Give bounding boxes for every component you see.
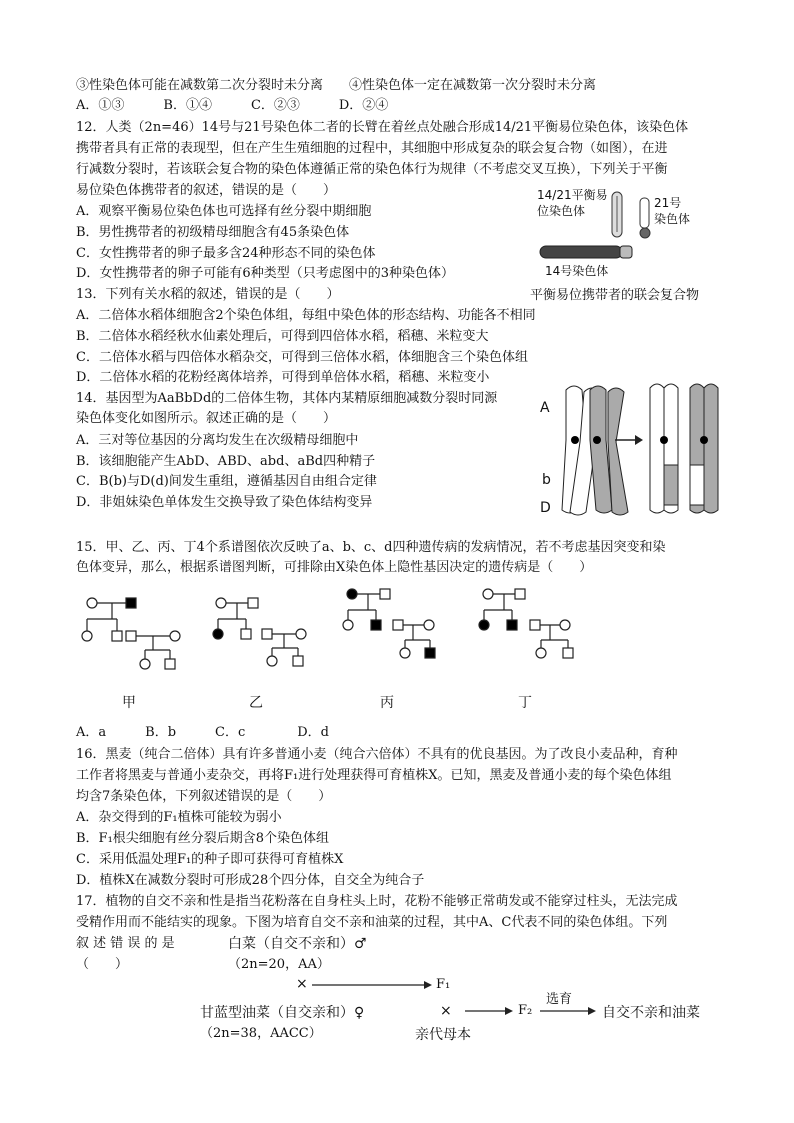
option-12b: B．男性携带者的初级精母细胞含有45条染色体 — [76, 225, 350, 240]
label-translocation: 14/21平衡易 — [537, 188, 608, 202]
question-13-stem: 13．下列有关水稻的叙述，错误的是（ ） — [76, 287, 340, 302]
select-label: 选育 — [546, 992, 573, 1007]
option-16a: A．杂交得到的F₁植株可能较为弱小 — [76, 810, 282, 825]
cross-symbol-1: × — [296, 976, 308, 992]
label-chromosome-14: 14号染色体 — [545, 264, 609, 278]
text-line: 受精作用而不能结实的现象。下图为培育自交不亲和油菜的过程，其中A、C代表不同的染色体组。下列 — [76, 915, 668, 930]
text-line: 均含7条染色体，下列叙述错误的是（ ） — [76, 789, 332, 804]
f1-label: F₁ — [436, 977, 451, 992]
text-line: ③性染色体可能在减数第二次分裂时未分离 ④性染色体一定在减数第一次分裂时未分离 — [76, 78, 597, 93]
option-12c: C．女性携带者的卵子最多含24种形态不同的染色体 — [76, 246, 376, 261]
question-12-stem: 12．人类（2n=46）14号与21号染色体二者的长臂在着丝点处融合形成14/21平衡易位染色体，该染色体 — [76, 120, 689, 135]
option-16c: C．采用低温处理F₁的种子即可获得可育植株X — [76, 852, 344, 867]
option-14b: B．该细胞能产生AbD、ABD、abd、aBd四种精子 — [76, 454, 376, 469]
option-12a: A．观察平衡易位染色体也可选择有丝分裂中期细胞 — [76, 204, 372, 219]
backcross-parent-label: 亲代母本 — [415, 1027, 471, 1043]
option-13c: C．二倍体水稻与四倍体水稻杂交，可得到三倍体水稻，体细胞含三个染色体组 — [76, 350, 528, 365]
text-line: 叙 述 错 误 的 是 — [76, 936, 175, 951]
f2-label: F₂ — [518, 1003, 533, 1018]
gene-label-b: b — [542, 472, 551, 488]
question-15-stem: 15．甲、乙、丙、丁4个系谱图依次反映了a、b、c、d四种遗传病的发病情况，若不考虑基因突变和染 — [76, 540, 666, 555]
option-13b: B．二倍体水稻经秋水仙素处理后，可得到四倍体水稻，稻穗、米粒变大 — [76, 329, 489, 344]
gene-label-A: A — [540, 400, 550, 416]
question-17-stem: 17．植物的自交不亲和性是指当花粉落在自身柱头上时，花粉不能够正常萌发或不能穿过柱头，无法完成 — [76, 894, 678, 909]
text-line: 易位染色体携带者的叙述，错误的是（ ） — [76, 183, 337, 198]
options-15: A．a B．b C．c D．d — [76, 725, 329, 740]
option-16d: D．植株X在减数分裂时可形成28个四分体，自交全为纯合子 — [76, 873, 425, 888]
pedigree-label-ding: 丁 — [518, 695, 532, 711]
pedigree-label-jia: 甲 — [122, 695, 136, 711]
option-12d: D．女性携带者的卵子可能有6种类型（只考虑图中的3种染色体） — [76, 266, 454, 281]
figure-12-caption: 平衡易位携带者的联会复合物 — [530, 288, 700, 303]
label-chromosome-21b: 染色体 — [654, 212, 691, 226]
label-chromosome-21: 21号 — [654, 196, 682, 210]
pedigree-label-bing: 丙 — [380, 695, 394, 711]
option-14c: C．B(b)与D(d)间发生重组，遵循基因自由组合定律 — [76, 474, 377, 489]
text-line: A．①③ B．①④ C．②③ D．②④ — [76, 98, 389, 113]
text-line: 染色体变化如图所示。叙述正确的是（ ） — [76, 411, 337, 426]
parent-2-label: 甘蓝型油菜（自交亲和）♀ — [200, 1005, 365, 1021]
text-line: 工作者将黑麦与普通小麦杂交，再将F₁进行处理获得可育植株X。已知，黑麦及普通小麦的每个染色体组 — [76, 768, 672, 783]
question-14-stem: 14．基因型为AaBbDd的二倍体生物，其体内某精原细胞减数分裂时同源 — [76, 391, 498, 406]
option-13a: A．二倍体水稻体细胞含2个染色体组，每组中染色体的形态结构、功能各不相同 — [76, 308, 536, 323]
result-label: 自交不亲和油菜 — [602, 1005, 700, 1021]
text-line: 行减数分裂时，若该联会复合物的染色体遵循正常的染色体行为规律（不考虑交叉互换），下列关于平衡 — [76, 162, 668, 177]
label-translocation-2: 位染色体 — [537, 204, 586, 218]
pedigree-label-yi: 乙 — [249, 695, 263, 711]
text-line: （ ） — [76, 957, 129, 972]
option-14d: D．非姐妹染色单体发生交换导致了染色体结构变异 — [76, 495, 373, 510]
option-14a: A．三对等位基因的分离均发生在次级精母细胞中 — [76, 433, 359, 448]
parent-1-label: 白菜（自交不亲和）♂ — [228, 936, 367, 952]
gene-label-D: D — [540, 500, 551, 516]
option-13d: D．二倍体水稻的花粉经离体培养，可得到单倍体水稻，稻穗、米粒变小 — [76, 370, 490, 385]
cross-symbol-2: × — [440, 1003, 452, 1019]
question-16-stem: 16．黑麦（纯合二倍体）具有许多普通小麦（纯合六倍体）不具有的优良基因。为了改良小麦品种，育种 — [76, 747, 678, 762]
parent-1-chromosomes: （2n=20，AA） — [228, 957, 330, 972]
option-16b: B．F₁根尖细胞有丝分裂后期含8个染色体组 — [76, 831, 330, 846]
text-line: 色体变异，那么，根据系谱图判断，可排除由X染色体上隐性基因决定的遗传病是（ ） — [76, 560, 593, 575]
parent-2-chromosomes: （2n=38，AACC） — [200, 1026, 322, 1041]
text-line: 携带者具有正常的表现型，但在产生生殖细胞的过程中，其细胞中形成复杂的联会复合物（如图），在进 — [76, 141, 668, 156]
